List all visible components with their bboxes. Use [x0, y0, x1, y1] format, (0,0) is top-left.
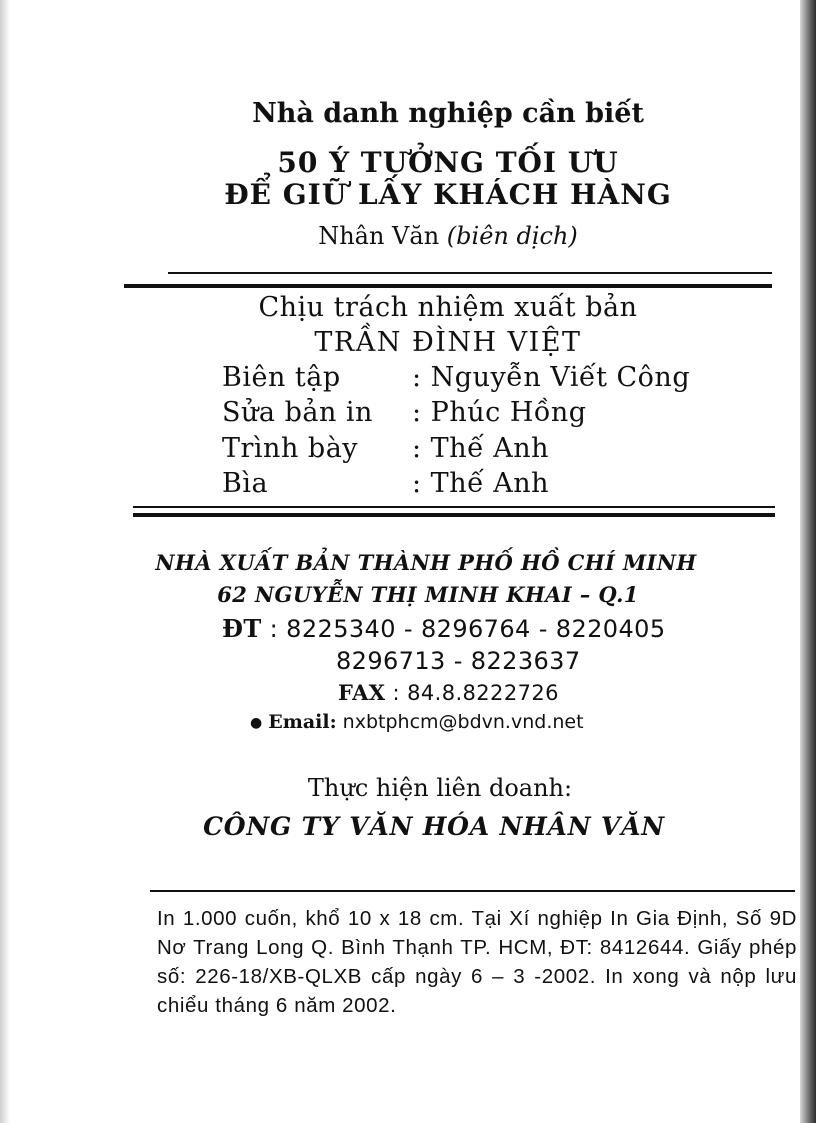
email-address: nxbtphcm@bdvn.vnd.net [342, 711, 584, 733]
credit-row [222, 433, 549, 464]
divider-mid-thin [133, 506, 775, 508]
credit-label: Bìa [222, 468, 269, 499]
credit-row [222, 362, 690, 393]
phone-label: ĐT [222, 614, 262, 643]
translator-name: Nhân Văn [318, 222, 440, 250]
translator-role: (biên dịch) [446, 222, 578, 250]
phone-numbers: : 8225340 - 8296764 - 8220405 [269, 615, 666, 643]
partner-label: Thực hiện liên doanh: [307, 774, 573, 802]
page-left-shadow [0, 0, 10, 1123]
series-title: Nhà danh nghiệp cần biết [252, 98, 644, 129]
translator-line [40, 222, 816, 250]
imprint-text: In 1.000 cuốn, khổ 10 x 18 cm. Tại Xí nghiệp In Gia Định, Số 9D Nơ Trang Long Q. Bình Thạnh TP. HCM, ĐT: 8412644. Giấy phép số: 226-18/XB-QLXB cấp ngày 6 – 3 -2002. In xong và nộp lưu chiểu tháng 6 năm 2002. [157, 907, 797, 1017]
credit-value: : Thế Anh [412, 433, 550, 464]
responsible-label: Chịu trách nhiệm xuất bản [258, 292, 638, 323]
publisher-address: 62 NGUYỄN THỊ MINH KHAI – Q.1 [217, 582, 639, 607]
partner-name: CÔNG TY VĂN HÓA NHÂN VĂN [203, 812, 665, 841]
email-line [250, 711, 584, 733]
divider-bottom [150, 890, 795, 892]
fax-label: FAX [338, 680, 386, 705]
credit-label: Sửa bản in [222, 397, 373, 428]
credit-value: : Thế Anh [412, 468, 550, 499]
book-title-line2: ĐỂ GIỮ LẤY KHÁCH HÀNG [224, 178, 672, 211]
credit-row [222, 397, 587, 428]
fax-line [338, 680, 559, 705]
bullet-icon: ● [250, 715, 263, 731]
fax-number: : 84.8.8222726 [392, 681, 559, 705]
credit-label: Trình bày [222, 433, 359, 464]
book-title-line1: 50 Ý TƯỞNG TỐI ƯU [277, 146, 619, 179]
divider-mid-thick [133, 513, 775, 517]
credit-value: : Phúc Hồng [412, 397, 587, 428]
credit-row [222, 468, 549, 499]
phone-numbers-2: 8296713 - 8223637 [336, 647, 581, 675]
credit-label: Biên tập [222, 362, 341, 393]
responsible-name: TRẦN ĐÌNH VIỆT [314, 327, 582, 358]
credit-value: : Nguyễn Viết Công [412, 362, 691, 393]
divider-top-thin [168, 272, 772, 274]
publisher-name: NHÀ XUẤT BẢN THÀNH PHỐ HỒ CHÍ MINH [155, 550, 697, 575]
phone-line [222, 614, 665, 643]
divider-top-thick [124, 284, 772, 288]
email-label: Email: [268, 711, 337, 733]
